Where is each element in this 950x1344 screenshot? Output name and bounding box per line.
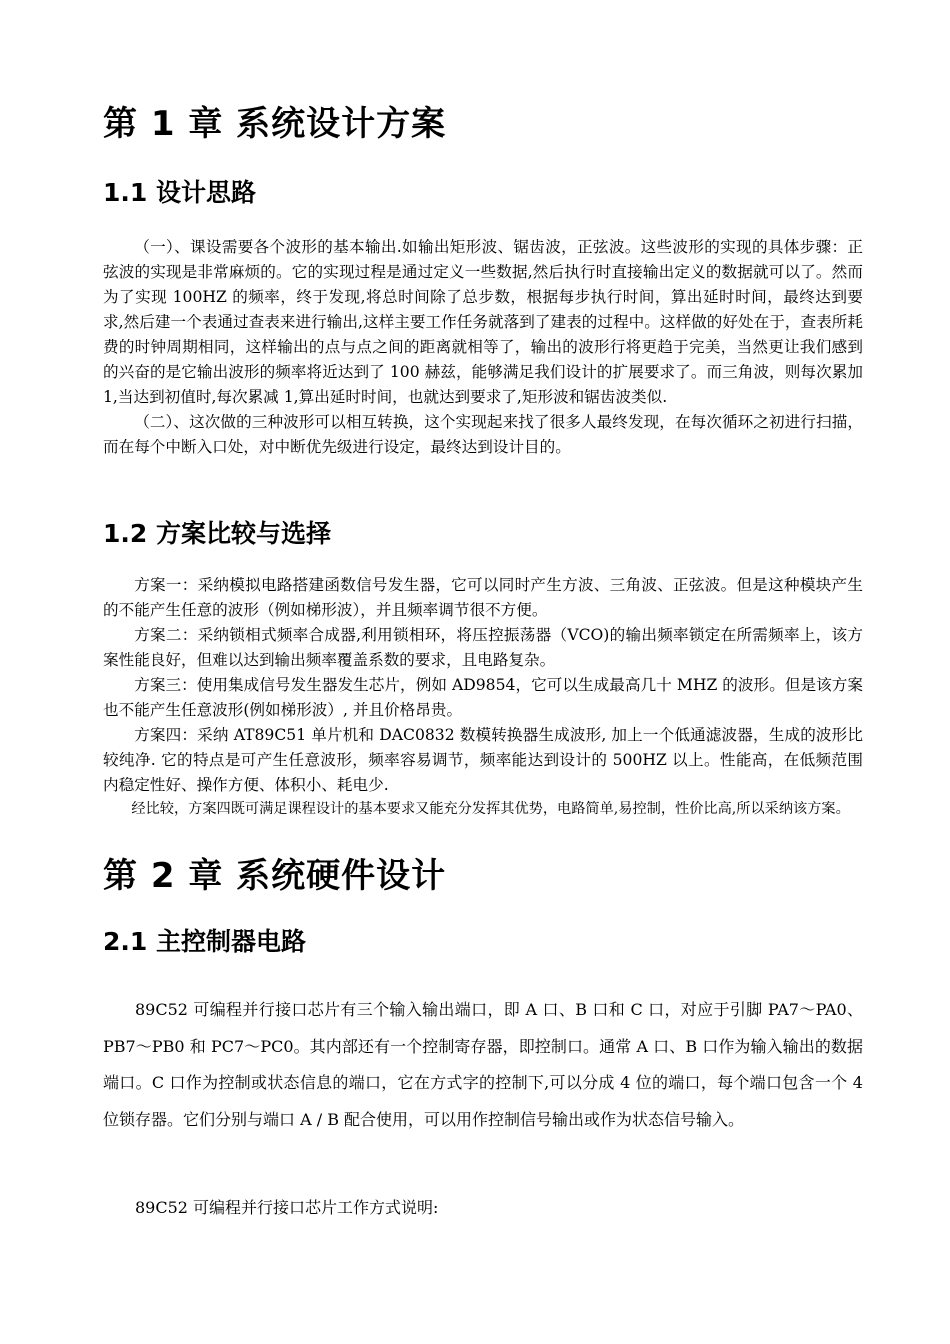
section-1-1-title: 1.1 设计思路 — [103, 178, 256, 207]
paragraph: 89C52 可编程并行接口芯片有三个输入输出端口，即 A 口、B 口和 C 口，对应于引脚 PA7～PA0、PB7～PB0 和 PC7～PC0。其内部还有一个控制寄存器，即控制口。通常 A 口、B 口作为输入输出的数据端口。C 口作为控制或状态信息的端口，它在方式字的控制下,可以分成 4 位的端口，每个端口包含一个 4 位锁存器。它们分别与端口 A / B 配合使用，可以用作控制信号输出或作为状态信号输入。 — [103, 1000, 863, 1129]
conclusion-paragraph: 经比较，方案四既可满足课程设计的基本要求又能充分发挥其优势，电路简单,易控制，性价比高,所以采纳该方案。 — [131, 801, 850, 817]
section-1-1-body — [103, 235, 863, 460]
section-1-2-body — [103, 573, 863, 821]
paragraph: 方案三：使用集成信号发生器发生芯片，例如 AD9854，它可以生成最高几十 MHZ 的波形。但是该方案也不能产生任意波形(例如梯形波）, 并且价格昂贵。 — [103, 676, 863, 719]
paragraph: 方案二：采纳锁相式频率合成器,利用锁相环，将压控振荡器（VCO)的输出频率锁定在所需频率上，该方案性能良好，但难以达到输出频率覆盖系数的要求，且电路复杂。 — [103, 626, 863, 669]
paragraph: （二）、这次做的三种波形可以相互转换，这个实现起来找了很多人最终发现，在每次循环之初进行扫描，而在每个中断入口处，对中断优先级进行设定，最终达到设计目的。 — [103, 413, 863, 456]
paragraph: （一）、课设需要各个波形的基本输出.如输出矩形波、锯齿波，正弦波。这些波形的实现的具体步骤：正弦波的实现是非常麻烦的。它的实现过程是通过定义一些数据,然后执行时直接输出定义的数据就可以了。然而为了实现 100HZ 的频率，终于发现,将总时间除了总步数，根据每步执行时间，算出延时时间，最终达到要求,然后建一个表通过查表来进行输出,这样主要工作任务就落到了建表的过程中。这样做的好处在于，查表所耗费的时钟周期相同，这样输出的点与点之间的距离就相等了，输出的波形行将更趋于完美，当然更让我们感到的兴奋的是它输出波形的频率将近达到了 100 赫兹，能够满足我们设计的扩展要求了。而三角波，则每次累加 1,当达到初值时,每次累减 1,算出延时时间，也就达到要求了,矩形波和锯齿波类似. — [103, 238, 863, 406]
section-2-1-body — [103, 992, 863, 1138]
paragraph: 89C52 可编程并行接口芯片工作方式说明: — [135, 1198, 439, 1217]
section-1-2-title: 1.2 方案比较与选择 — [103, 519, 331, 548]
section-2-1-footer — [103, 1190, 438, 1227]
paragraph: 方案四：采纳 AT89C51 单片机和 DAC0832 数模转换器生成波形, 加上一个低通滤波器，生成的波形比较纯净. 它的特点是可产生任意波形，频率容易调节，频率能达到设计的 500HZ 以上。性能高，在低频范围内稳定性好、操作方便、体积小、耗电少. — [103, 726, 863, 794]
section-2-1-title: 2.1 主控制器电路 — [103, 927, 306, 956]
chapter-1-title: 第 1 章 系统设计方案 — [103, 104, 447, 144]
chapter-2-title: 第 2 章 系统硬件设计 — [103, 856, 447, 896]
paragraph: 方案一：采纳模拟电路搭建函数信号发生器，它可以同时产生方波、三角波、正弦波。但是这种模块产生的不能产生任意的波形（例如梯形波），并且频率调节很不方便。 — [103, 576, 863, 619]
